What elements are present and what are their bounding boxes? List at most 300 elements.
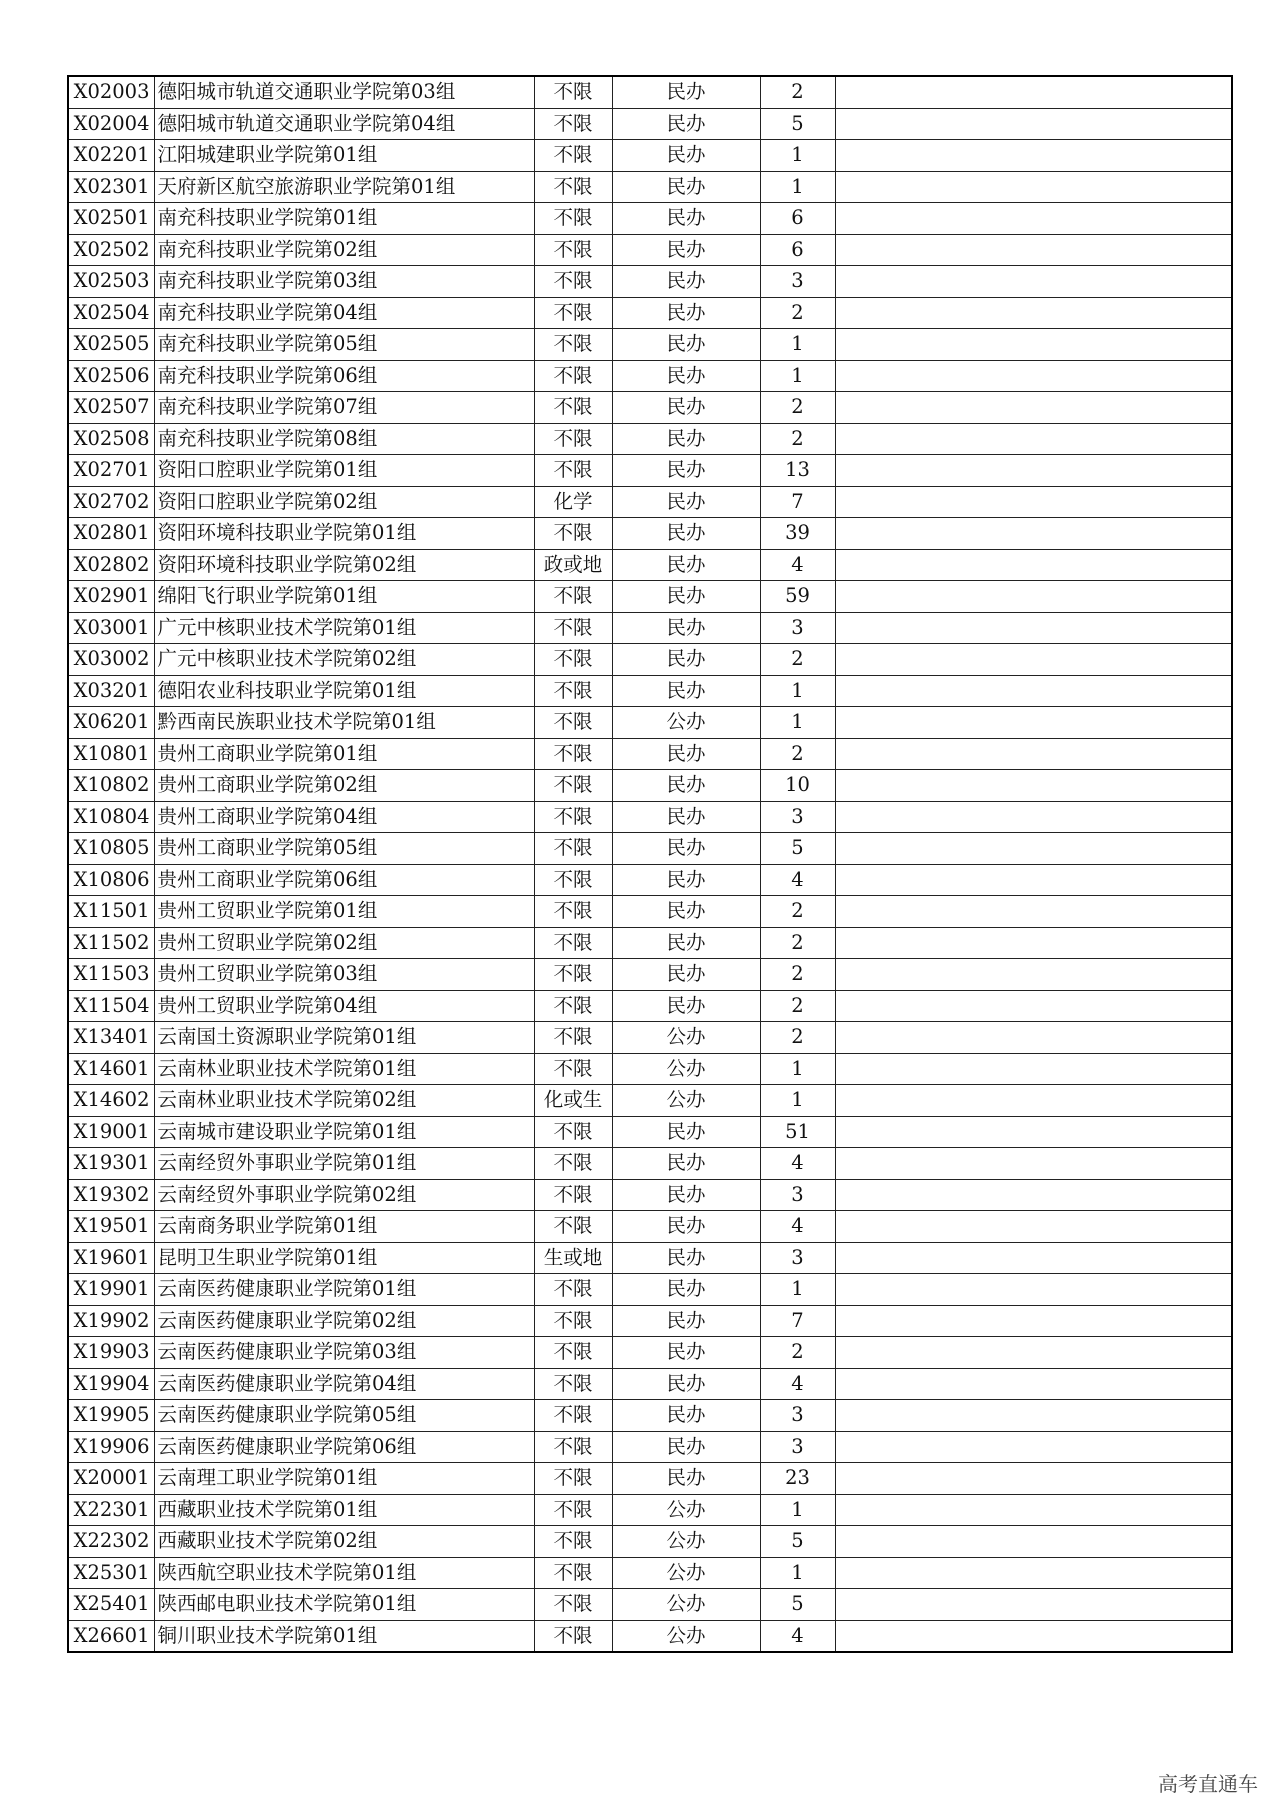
subject-requirement-cell: 不限 xyxy=(534,518,612,550)
school-type-cell: 民办 xyxy=(612,738,760,770)
remark-cell xyxy=(835,1620,1232,1652)
college-group-cell: 西藏职业技术学院第01组 xyxy=(154,1494,534,1526)
school-type-cell: 公办 xyxy=(612,1526,760,1558)
group-code-cell: X19001 xyxy=(68,1116,154,1148)
school-type-cell: 民办 xyxy=(612,675,760,707)
plan-count-cell: 39 xyxy=(760,518,835,550)
subject-requirement-cell: 不限 xyxy=(534,1337,612,1369)
remark-cell xyxy=(835,266,1232,298)
school-type-cell: 公办 xyxy=(612,1022,760,1054)
subject-requirement-cell: 不限 xyxy=(534,297,612,329)
school-type-cell: 民办 xyxy=(612,896,760,928)
school-type-cell: 公办 xyxy=(612,1589,760,1621)
table-row xyxy=(68,1305,1232,1337)
group-code-cell: X22302 xyxy=(68,1526,154,1558)
table-row xyxy=(68,675,1232,707)
college-group-cell: 贵州工商职业学院第01组 xyxy=(154,738,534,770)
college-group-cell: 贵州工贸职业学院第04组 xyxy=(154,990,534,1022)
group-code-cell: X02504 xyxy=(68,297,154,329)
table-body xyxy=(68,76,1232,1652)
remark-cell xyxy=(835,644,1232,676)
group-code-cell: X14602 xyxy=(68,1085,154,1117)
school-type-cell: 民办 xyxy=(612,549,760,581)
group-code-cell: X20001 xyxy=(68,1463,154,1495)
school-type-cell: 民办 xyxy=(612,612,760,644)
remark-cell xyxy=(835,833,1232,865)
subject-requirement-cell: 不限 xyxy=(534,675,612,707)
school-type-cell: 民办 xyxy=(612,1274,760,1306)
watermark-text: 高考直通车 xyxy=(1158,1772,1258,1796)
school-type-cell: 民办 xyxy=(612,266,760,298)
plan-count-cell: 59 xyxy=(760,581,835,613)
table-row xyxy=(68,108,1232,140)
table-row xyxy=(68,896,1232,928)
college-group-cell: 云南医药健康职业学院第06组 xyxy=(154,1431,534,1463)
remark-cell xyxy=(835,990,1232,1022)
remark-cell xyxy=(835,1274,1232,1306)
subject-requirement-cell: 不限 xyxy=(534,234,612,266)
school-type-cell: 民办 xyxy=(612,329,760,361)
college-group-cell: 云南医药健康职业学院第02组 xyxy=(154,1305,534,1337)
remark-cell xyxy=(835,518,1232,550)
plan-count-cell: 2 xyxy=(760,1337,835,1369)
subject-requirement-cell: 不限 xyxy=(534,392,612,424)
remark-cell xyxy=(835,864,1232,896)
remark-cell xyxy=(835,1242,1232,1274)
college-group-cell: 云南医药健康职业学院第03组 xyxy=(154,1337,534,1369)
subject-requirement-cell: 不限 xyxy=(534,108,612,140)
college-group-cell: 南充科技职业学院第04组 xyxy=(154,297,534,329)
college-group-cell: 云南经贸外事职业学院第02组 xyxy=(154,1179,534,1211)
subject-requirement-cell: 不限 xyxy=(534,360,612,392)
plan-count-cell: 3 xyxy=(760,1179,835,1211)
plan-count-cell: 5 xyxy=(760,1589,835,1621)
group-code-cell: X11503 xyxy=(68,959,154,991)
school-type-cell: 民办 xyxy=(612,455,760,487)
subject-requirement-cell: 不限 xyxy=(534,612,612,644)
plan-count-cell: 3 xyxy=(760,1431,835,1463)
group-code-cell: X14601 xyxy=(68,1053,154,1085)
plan-count-cell: 3 xyxy=(760,801,835,833)
plan-count-cell: 3 xyxy=(760,612,835,644)
school-type-cell: 民办 xyxy=(612,1148,760,1180)
table-row xyxy=(68,423,1232,455)
school-type-cell: 民办 xyxy=(612,1368,760,1400)
table-row xyxy=(68,518,1232,550)
remark-cell xyxy=(835,455,1232,487)
subject-requirement-cell: 不限 xyxy=(534,76,612,108)
school-type-cell: 民办 xyxy=(612,486,760,518)
plan-count-cell: 4 xyxy=(760,1620,835,1652)
group-code-cell: X02503 xyxy=(68,266,154,298)
group-code-cell: X02801 xyxy=(68,518,154,550)
group-code-cell: X02901 xyxy=(68,581,154,613)
college-group-cell: 黔西南民族职业技术学院第01组 xyxy=(154,707,534,739)
subject-requirement-cell: 不限 xyxy=(534,770,612,802)
plan-count-cell: 2 xyxy=(760,392,835,424)
plan-count-cell: 13 xyxy=(760,455,835,487)
college-group-cell: 云南经贸外事职业学院第01组 xyxy=(154,1148,534,1180)
group-code-cell: X11504 xyxy=(68,990,154,1022)
remark-cell xyxy=(835,1116,1232,1148)
subject-requirement-cell: 不限 xyxy=(534,1526,612,1558)
table-row xyxy=(68,770,1232,802)
remark-cell xyxy=(835,1148,1232,1180)
group-code-cell: X10801 xyxy=(68,738,154,770)
table-row xyxy=(68,927,1232,959)
plan-count-cell: 4 xyxy=(760,1148,835,1180)
group-code-cell: X06201 xyxy=(68,707,154,739)
table-row xyxy=(68,738,1232,770)
subject-requirement-cell: 不限 xyxy=(534,801,612,833)
school-type-cell: 民办 xyxy=(612,990,760,1022)
table-row xyxy=(68,801,1232,833)
school-type-cell: 民办 xyxy=(612,1337,760,1369)
group-code-cell: X02802 xyxy=(68,549,154,581)
subject-requirement-cell: 不限 xyxy=(534,1368,612,1400)
group-code-cell: X25301 xyxy=(68,1557,154,1589)
college-group-cell: 云南林业职业技术学院第01组 xyxy=(154,1053,534,1085)
remark-cell xyxy=(835,1589,1232,1621)
school-type-cell: 民办 xyxy=(612,581,760,613)
school-type-cell: 民办 xyxy=(612,108,760,140)
college-group-cell: 广元中核职业技术学院第02组 xyxy=(154,644,534,676)
remark-cell xyxy=(835,1053,1232,1085)
remark-cell xyxy=(835,1431,1232,1463)
remark-cell xyxy=(835,203,1232,235)
school-type-cell: 民办 xyxy=(612,864,760,896)
group-code-cell: X19905 xyxy=(68,1400,154,1432)
subject-requirement-cell: 不限 xyxy=(534,266,612,298)
group-code-cell: X02201 xyxy=(68,140,154,172)
group-code-cell: X02003 xyxy=(68,76,154,108)
college-group-cell: 贵州工商职业学院第04组 xyxy=(154,801,534,833)
subject-requirement-cell: 化或生 xyxy=(534,1085,612,1117)
school-type-cell: 民办 xyxy=(612,140,760,172)
plan-count-cell: 5 xyxy=(760,833,835,865)
remark-cell xyxy=(835,801,1232,833)
remark-cell xyxy=(835,108,1232,140)
table-row xyxy=(68,1620,1232,1652)
school-type-cell: 民办 xyxy=(612,1431,760,1463)
college-group-cell: 陕西航空职业技术学院第01组 xyxy=(154,1557,534,1589)
college-group-cell: 昆明卫生职业学院第01组 xyxy=(154,1242,534,1274)
group-code-cell: X19901 xyxy=(68,1274,154,1306)
subject-requirement-cell: 不限 xyxy=(534,1463,612,1495)
subject-requirement-cell: 不限 xyxy=(534,707,612,739)
table-row xyxy=(68,1337,1232,1369)
group-code-cell: X02701 xyxy=(68,455,154,487)
remark-cell xyxy=(835,1463,1232,1495)
plan-count-cell: 2 xyxy=(760,959,835,991)
enrollment-table xyxy=(67,75,1233,1653)
table-row xyxy=(68,959,1232,991)
remark-cell xyxy=(835,76,1232,108)
school-type-cell: 民办 xyxy=(612,203,760,235)
table-row xyxy=(68,1022,1232,1054)
table-row xyxy=(68,644,1232,676)
plan-count-cell: 2 xyxy=(760,644,835,676)
table-row xyxy=(68,1368,1232,1400)
remark-cell xyxy=(835,1494,1232,1526)
subject-requirement-cell: 不限 xyxy=(534,1400,612,1432)
plan-count-cell: 1 xyxy=(760,675,835,707)
remark-cell xyxy=(835,1211,1232,1243)
school-type-cell: 民办 xyxy=(612,1211,760,1243)
subject-requirement-cell: 不限 xyxy=(534,896,612,928)
plan-count-cell: 7 xyxy=(760,486,835,518)
school-type-cell: 民办 xyxy=(612,360,760,392)
remark-cell xyxy=(835,612,1232,644)
table-row xyxy=(68,486,1232,518)
group-code-cell: X03002 xyxy=(68,644,154,676)
remark-cell xyxy=(835,171,1232,203)
plan-count-cell: 1 xyxy=(760,140,835,172)
subject-requirement-cell: 政或地 xyxy=(534,549,612,581)
college-group-cell: 贵州工商职业学院第05组 xyxy=(154,833,534,865)
subject-requirement-cell: 不限 xyxy=(534,1053,612,1085)
college-group-cell: 贵州工商职业学院第06组 xyxy=(154,864,534,896)
table-row xyxy=(68,1085,1232,1117)
remark-cell xyxy=(835,959,1232,991)
group-code-cell: X19902 xyxy=(68,1305,154,1337)
school-type-cell: 民办 xyxy=(612,423,760,455)
plan-count-cell: 2 xyxy=(760,927,835,959)
plan-count-cell: 3 xyxy=(760,1400,835,1432)
subject-requirement-cell: 不限 xyxy=(534,423,612,455)
remark-cell xyxy=(835,1022,1232,1054)
table-row xyxy=(68,1274,1232,1306)
college-group-cell: 云南城市建设职业学院第01组 xyxy=(154,1116,534,1148)
school-type-cell: 民办 xyxy=(612,1242,760,1274)
subject-requirement-cell: 不限 xyxy=(534,581,612,613)
subject-requirement-cell: 不限 xyxy=(534,1116,612,1148)
college-group-cell: 云南医药健康职业学院第01组 xyxy=(154,1274,534,1306)
table-row xyxy=(68,1116,1232,1148)
remark-cell xyxy=(835,423,1232,455)
college-group-cell: 云南医药健康职业学院第05组 xyxy=(154,1400,534,1432)
school-type-cell: 民办 xyxy=(612,770,760,802)
college-group-cell: 云南医药健康职业学院第04组 xyxy=(154,1368,534,1400)
school-type-cell: 民办 xyxy=(612,1116,760,1148)
group-code-cell: X03201 xyxy=(68,675,154,707)
table-row xyxy=(68,76,1232,108)
table-row xyxy=(68,1557,1232,1589)
college-group-cell: 江阳城建职业学院第01组 xyxy=(154,140,534,172)
table-row xyxy=(68,707,1232,739)
plan-count-cell: 2 xyxy=(760,423,835,455)
table-row xyxy=(68,833,1232,865)
remark-cell xyxy=(835,1368,1232,1400)
plan-count-cell: 51 xyxy=(760,1116,835,1148)
school-type-cell: 民办 xyxy=(612,171,760,203)
table-row xyxy=(68,1431,1232,1463)
school-type-cell: 公办 xyxy=(612,1053,760,1085)
table-row xyxy=(68,990,1232,1022)
school-type-cell: 公办 xyxy=(612,1620,760,1652)
college-group-cell: 南充科技职业学院第05组 xyxy=(154,329,534,361)
subject-requirement-cell: 不限 xyxy=(534,738,612,770)
group-code-cell: X19301 xyxy=(68,1148,154,1180)
plan-count-cell: 1 xyxy=(760,707,835,739)
subject-requirement-cell: 生或地 xyxy=(534,1242,612,1274)
group-code-cell: X02502 xyxy=(68,234,154,266)
school-type-cell: 公办 xyxy=(612,1494,760,1526)
group-code-cell: X19601 xyxy=(68,1242,154,1274)
table-row xyxy=(68,1400,1232,1432)
college-group-cell: 南充科技职业学院第02组 xyxy=(154,234,534,266)
group-code-cell: X02702 xyxy=(68,486,154,518)
remark-cell xyxy=(835,1557,1232,1589)
college-group-cell: 资阳口腔职业学院第01组 xyxy=(154,455,534,487)
plan-count-cell: 1 xyxy=(760,1274,835,1306)
school-type-cell: 民办 xyxy=(612,959,760,991)
table-row xyxy=(68,266,1232,298)
subject-requirement-cell: 不限 xyxy=(534,833,612,865)
group-code-cell: X02506 xyxy=(68,360,154,392)
plan-count-cell: 2 xyxy=(760,1022,835,1054)
college-group-cell: 绵阳飞行职业学院第01组 xyxy=(154,581,534,613)
plan-count-cell: 4 xyxy=(760,1211,835,1243)
group-code-cell: X03001 xyxy=(68,612,154,644)
plan-count-cell: 4 xyxy=(760,549,835,581)
subject-requirement-cell: 不限 xyxy=(534,203,612,235)
group-code-cell: X02508 xyxy=(68,423,154,455)
subject-requirement-cell: 不限 xyxy=(534,1148,612,1180)
table-row xyxy=(68,329,1232,361)
college-group-cell: 云南国土资源职业学院第01组 xyxy=(154,1022,534,1054)
group-code-cell: X13401 xyxy=(68,1022,154,1054)
remark-cell xyxy=(835,329,1232,361)
remark-cell xyxy=(835,1179,1232,1211)
remark-cell xyxy=(835,549,1232,581)
subject-requirement-cell: 不限 xyxy=(534,864,612,896)
table-row xyxy=(68,297,1232,329)
college-group-cell: 贵州工贸职业学院第02组 xyxy=(154,927,534,959)
table-row xyxy=(68,1494,1232,1526)
subject-requirement-cell: 不限 xyxy=(534,171,612,203)
table-row xyxy=(68,360,1232,392)
remark-cell xyxy=(835,1526,1232,1558)
subject-requirement-cell: 不限 xyxy=(534,1494,612,1526)
plan-count-cell: 1 xyxy=(760,329,835,361)
college-group-cell: 南充科技职业学院第07组 xyxy=(154,392,534,424)
subject-requirement-cell: 不限 xyxy=(534,1179,612,1211)
group-code-cell: X02505 xyxy=(68,329,154,361)
plan-count-cell: 4 xyxy=(760,1368,835,1400)
school-type-cell: 民办 xyxy=(612,234,760,266)
table-row xyxy=(68,864,1232,896)
table-row xyxy=(68,140,1232,172)
group-code-cell: X02004 xyxy=(68,108,154,140)
plan-count-cell: 5 xyxy=(760,1526,835,1558)
subject-requirement-cell: 不限 xyxy=(534,455,612,487)
group-code-cell: X11502 xyxy=(68,927,154,959)
plan-count-cell: 1 xyxy=(760,1053,835,1085)
school-type-cell: 公办 xyxy=(612,1557,760,1589)
table-row xyxy=(68,1463,1232,1495)
plan-count-cell: 6 xyxy=(760,234,835,266)
school-type-cell: 民办 xyxy=(612,644,760,676)
remark-cell xyxy=(835,1305,1232,1337)
plan-count-cell: 2 xyxy=(760,76,835,108)
group-code-cell: X19904 xyxy=(68,1368,154,1400)
plan-count-cell: 1 xyxy=(760,1085,835,1117)
group-code-cell: X19906 xyxy=(68,1431,154,1463)
remark-cell xyxy=(835,486,1232,518)
college-group-cell: 云南商务职业学院第01组 xyxy=(154,1211,534,1243)
remark-cell xyxy=(835,1400,1232,1432)
group-code-cell: X22301 xyxy=(68,1494,154,1526)
college-group-cell: 西藏职业技术学院第02组 xyxy=(154,1526,534,1558)
table-row xyxy=(68,1526,1232,1558)
table-row xyxy=(68,612,1232,644)
remark-cell xyxy=(835,770,1232,802)
college-group-cell: 天府新区航空旅游职业学院第01组 xyxy=(154,171,534,203)
table-row xyxy=(68,1211,1232,1243)
school-type-cell: 民办 xyxy=(612,392,760,424)
college-group-cell: 广元中核职业技术学院第01组 xyxy=(154,612,534,644)
subject-requirement-cell: 不限 xyxy=(534,959,612,991)
group-code-cell: X19302 xyxy=(68,1179,154,1211)
subject-requirement-cell: 不限 xyxy=(534,927,612,959)
table-row xyxy=(68,203,1232,235)
college-group-cell: 南充科技职业学院第03组 xyxy=(154,266,534,298)
remark-cell xyxy=(835,927,1232,959)
plan-count-cell: 2 xyxy=(760,738,835,770)
remark-cell xyxy=(835,581,1232,613)
table-row xyxy=(68,171,1232,203)
subject-requirement-cell: 化学 xyxy=(534,486,612,518)
plan-count-cell: 2 xyxy=(760,896,835,928)
plan-count-cell: 4 xyxy=(760,864,835,896)
remark-cell xyxy=(835,392,1232,424)
college-group-cell: 陕西邮电职业技术学院第01组 xyxy=(154,1589,534,1621)
table-row xyxy=(68,549,1232,581)
subject-requirement-cell: 不限 xyxy=(534,1557,612,1589)
table-row xyxy=(68,581,1232,613)
remark-cell xyxy=(835,896,1232,928)
plan-count-cell: 23 xyxy=(760,1463,835,1495)
subject-requirement-cell: 不限 xyxy=(534,1022,612,1054)
remark-cell xyxy=(835,297,1232,329)
college-group-cell: 德阳农业科技职业学院第01组 xyxy=(154,675,534,707)
college-group-cell: 资阳环境科技职业学院第01组 xyxy=(154,518,534,550)
subject-requirement-cell: 不限 xyxy=(534,644,612,676)
group-code-cell: X19903 xyxy=(68,1337,154,1369)
school-type-cell: 民办 xyxy=(612,297,760,329)
subject-requirement-cell: 不限 xyxy=(534,1274,612,1306)
group-code-cell: X10804 xyxy=(68,801,154,833)
plan-count-cell: 1 xyxy=(760,171,835,203)
college-group-cell: 南充科技职业学院第01组 xyxy=(154,203,534,235)
plan-count-cell: 5 xyxy=(760,108,835,140)
group-code-cell: X02301 xyxy=(68,171,154,203)
school-type-cell: 民办 xyxy=(612,1400,760,1432)
table-row xyxy=(68,1242,1232,1274)
school-type-cell: 民办 xyxy=(612,1305,760,1337)
school-type-cell: 公办 xyxy=(612,707,760,739)
subject-requirement-cell: 不限 xyxy=(534,140,612,172)
group-code-cell: X26601 xyxy=(68,1620,154,1652)
plan-count-cell: 2 xyxy=(760,297,835,329)
plan-count-cell: 7 xyxy=(760,1305,835,1337)
remark-cell xyxy=(835,1337,1232,1369)
subject-requirement-cell: 不限 xyxy=(534,990,612,1022)
school-type-cell: 民办 xyxy=(612,1179,760,1211)
plan-count-cell: 6 xyxy=(760,203,835,235)
group-code-cell: X25401 xyxy=(68,1589,154,1621)
